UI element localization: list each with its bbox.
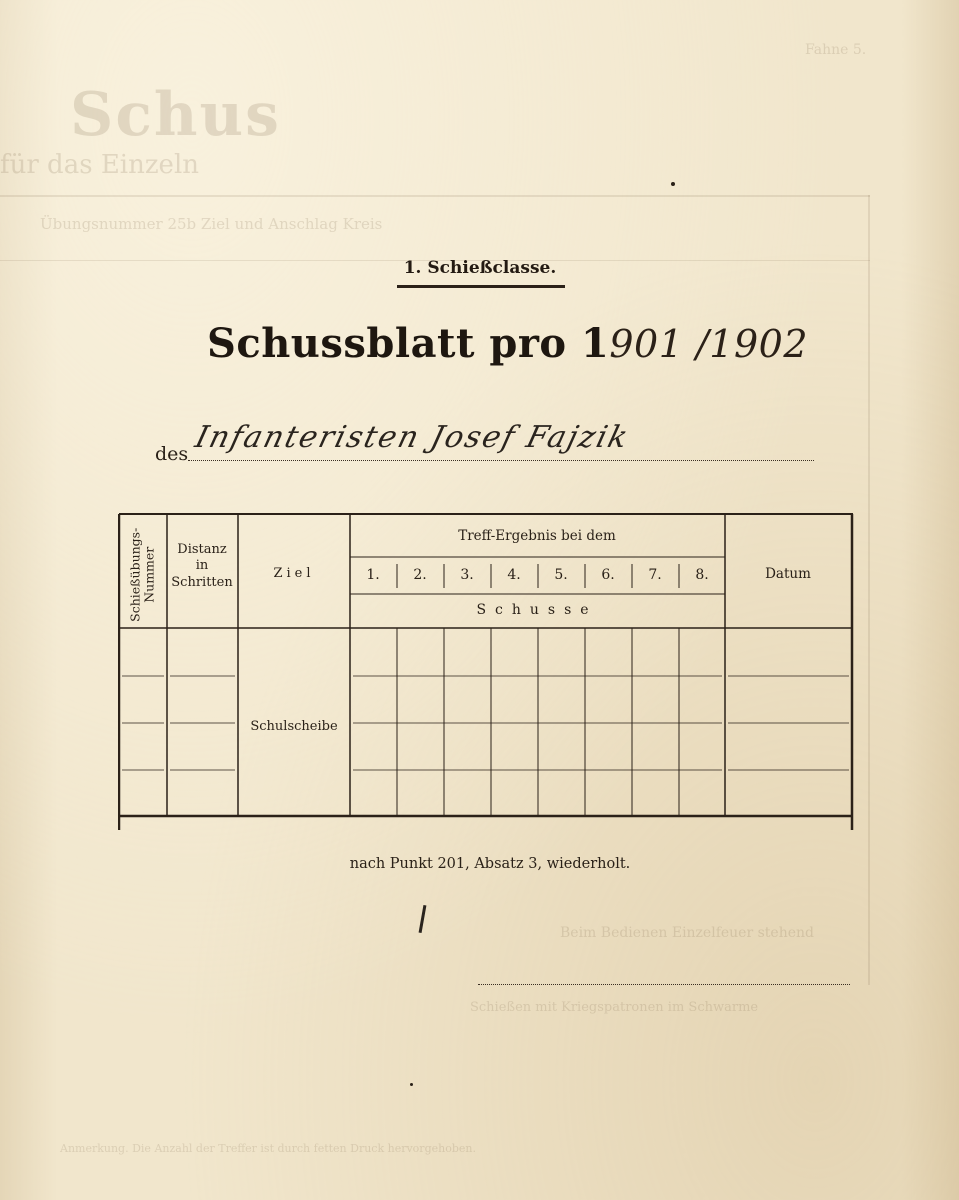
header-distance-line2: in xyxy=(195,558,209,574)
ghost-bleed-bottom: Anmerkung. Die Anzahl der Treffer ist durch fetten Druck hervorgehoben. xyxy=(60,1142,476,1155)
year-handwritten: 901 /1902 xyxy=(609,322,808,366)
ghost-bleed-subheading: für das Einzeln xyxy=(0,150,199,180)
shot-number-3: 3. xyxy=(460,567,474,583)
owner-prefix: des xyxy=(155,443,189,465)
class-heading-underline xyxy=(397,285,565,288)
ghost-bleed-corner: Fahne 5. xyxy=(805,42,867,58)
ghost-bleed-row: Übungsnummer 25b Ziel und Anschlag Kreis xyxy=(40,215,383,233)
signature-dotted-line xyxy=(478,984,850,985)
ink-speck xyxy=(410,1083,413,1086)
shot-number-7: 7. xyxy=(648,567,662,583)
target-value: Schulscheibe xyxy=(250,719,338,734)
header-date: Datum xyxy=(765,566,811,582)
header-hit-results: Treff-Ergebnis bei dem xyxy=(458,528,616,544)
header-distance xyxy=(167,542,237,591)
header-exercise-number xyxy=(119,520,165,630)
class-heading: 1. Schießclasse. xyxy=(403,258,557,278)
owner-name-handwritten: Infanteristen Josef Fajzik xyxy=(191,420,634,455)
ghost-bleed-heading: Schus xyxy=(70,80,281,150)
ghost-bleed-low: Schießen mit Kriegspatronen im Schwarme xyxy=(470,1000,759,1015)
sheet-title xyxy=(0,320,959,367)
shot-number-5: 5. xyxy=(554,567,568,583)
header-distance-line3: Schritten xyxy=(171,574,233,590)
pen-mark xyxy=(419,905,427,933)
shot-number-4: 4. xyxy=(507,567,521,583)
header-exercise-number-text: Schießübungs-Nummer xyxy=(127,527,156,623)
ghost-rule xyxy=(0,195,870,197)
footer-note: nach Punkt 201, Absatz 3, wiederholt. xyxy=(349,856,631,872)
shot-number-8: 8. xyxy=(695,567,709,583)
ghost-bleed-mid: Beim Bedienen Einzelfeuer stehend xyxy=(560,925,814,941)
owner-dotted-line xyxy=(188,460,814,461)
header-target: Ziel xyxy=(273,566,315,581)
shot-number-1: 1. xyxy=(366,567,380,583)
shot-number-2: 2. xyxy=(413,567,427,583)
title-printed: Schussblatt pro 1 xyxy=(206,320,610,367)
ink-speck xyxy=(671,182,675,186)
header-shots: Schusse xyxy=(476,602,598,618)
shot-number-6: 6. xyxy=(601,567,615,583)
header-distance-line1: Distanz xyxy=(177,542,227,557)
